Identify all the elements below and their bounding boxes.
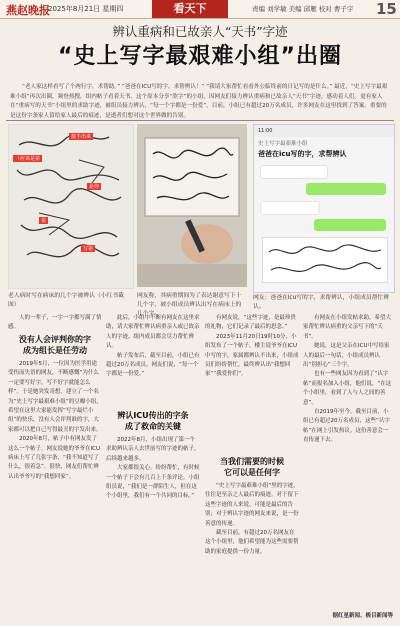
handwriting-photo-1 [8,124,134,289]
source-credit: 据红星新闻、极目新闻等 [332,613,393,619]
annotation-label: 是你 [89,184,100,190]
chat-bubble [260,165,328,179]
paragraph: 2019年5月，一位因为医学用途受伤而失语的网友，不断感慨“为什么一定要写好字，写不好字就能怎么样”。于是她突发奇想，建立了一个名为“史上写字最艰难小组”的豆瓣小组，希望在这里大家能发挥“写字最烂小组”的快乐，没有人会评判谁的字，大家都可以把自己写得最丑的字发出来。 [8,361,102,433]
column-4 [303,314,393,446]
paragraph: 大家都很关心，纷纷帮忙，有时候一个帖子下会有几百上千条评论。小组组员说，“我们是一群陌生人，但在这个小组里，我们有一个共同的目标。” [106,465,200,500]
issue-date: 2025年8月21日 星期四 [48,5,124,13]
column-2 [106,314,200,380]
article-lead: “老人家这样看写了个两行字，求帮助。” “爸爸在ICU写的字，求帮辨认！” “我请大家帮忙看看外公临终前的日记写的是什么。” 最近，“史上写字最艰难小组”再次出圈，频登热搜，组内帖子看着天书，这个原本分享“欣字”的小组，因网友们接力辨认重病和已故亲人“天书”字迹，感动着人们。更有家人在“重病写的天书”小组里的求助字迹，被组员接力辨认，“每一个字都是一份爱”。目前，小组已有超过20万名成员，许多网友在这里找到了答案。重要的是这份字条家人留给家人最后的痕迹，是逝者们想对这个世界做的告别。 [10,84,388,119]
annotation-label: 说 [41,218,47,224]
scribble-thumb [263,238,387,282]
column-2-body [106,436,200,502]
editor-credits: 责编 刘学敏 美编 邱雁 校对 曹子宇 [252,5,354,13]
photo-2-caption: 网友称，其病重期间为了表达谢意写下十几个字，被小组成员辨认出写在病床上的几个字。 [137,293,242,317]
chat-bubble [314,219,386,231]
divider [6,120,394,121]
handwriting-image-thumb [262,237,388,283]
paragraph: 2023年11月20日19时10分，小组发布了一个帖子，楼主说爷爷在ICU中写的字，家属都辨认不出来，小组成员们纷纷帮忙，最终辨认出“我想回家”“我爱你们”。 [205,333,299,378]
status-time: 11:00 [258,128,273,134]
paragraph: 她说，这是父亲在ICU中写给家人的最后一句话，小组成员辨认出“别担心”三个字。 [303,343,390,369]
paragraph: 也有一些网友因为看到了“认字帖”而报名加入小组，他们说，“在这个小组里，看到了人与人之间的善意”。 [303,371,392,406]
column-1 [8,314,102,333]
phone-status-bar [254,125,395,137]
page-number: 15 [376,0,397,18]
group-name: 史上写字最艰难小组 [258,141,308,147]
annotation-label: （应该是第 [15,156,41,162]
paragraph: 有网友说，“这些字迹，是最珍贵的礼物，它们记录了最后的思念。” [205,315,296,331]
paragraph: 2020年8月，帖子中有网友发了这么一个帖子，网友说她的爷爷在ICU病床上写了几张字条，“我不知道写了什么，很着急”。很快，网友们帮忙辨认出爷爷写的“我想回家”。 [8,436,100,480]
chat-bubble [260,201,320,215]
scribble-drawing [9,125,133,288]
newspaper-logo: 燕赵晚报 [6,4,50,17]
chat-screenshot [253,124,395,293]
page-header [0,0,400,19]
paragraph: 帖子发布后，截至目前，小组已有超过20万名成员。网友们说，“每一个字都是一份爱。” [106,352,200,378]
annotation-label: 接手出来 [71,134,92,140]
article-subtitle: 辨认重病和已故亲人“天书”字迹 [112,24,288,39]
paragraph: 2022年8月，小组出现了第一个求助辨认亲人去世前写的字迹的帖子，后续越来越多。 [106,437,200,462]
section-banner: 看天下 [152,0,228,18]
photo-1-caption: 老人病时写在病床的几个字被辨认（小红书截图） [8,293,124,308]
paragraph: 自2019年至今，截至目前，小组已有超过20万名成员，这些“认字帖”在网上引发热议。这份善意会一直传递下去。 [303,409,390,444]
photo-3-caption: 网友：爸爸在icu写的字，求帮辨认，小组成员帮忙辨认。 [253,295,390,310]
section-heading: 当我们需要的时候 它可以是任何字 [220,457,284,477]
annotation-label: 写第 [83,246,94,252]
section-heading: 没有人会评判你的字 成为组长是任劳动 [19,335,91,355]
column-3-body [205,482,299,557]
paragraph: 截至目前，有超过20万名网友在这个小组里，他们希望能为这些需要帮助的家庭提供一份力量。 [205,530,299,555]
paragraph: 此后，小组中不断有网友在这里求助，请大家帮忙辨认病重亲人或已故亲人的字迹。组内成员都会尽力帮忙辨认。 [106,315,200,350]
hand-writing-illustration [137,124,247,287]
paragraph: “史上写字最艰难小组”里的字迹，往往是至亲之人最后的痕迹。对于留下这些字迹的人来说，可能是最后的告别；对于辨认字迹的网友来说，是一份善意的传递。 [205,483,299,527]
post-title: 爸爸在icu写的字，求帮辨认 [258,150,347,158]
column-3 [205,314,299,380]
column-1-body [8,360,102,482]
section-heading: 辨认ICU传出的字条 成了救命的关键 [117,411,189,431]
paragraph: 人的一辈子，一字一字都写满了情感。 [8,315,102,331]
article-title: “史上写字最艰难小组”出圈 [58,44,342,69]
paragraph: 有网友在小组发帖求助，希望大家帮忙辨认病重的父亲写下的“天书”。 [303,315,392,340]
chat-bubble [306,183,386,195]
handwriting-photo-2 [137,124,247,287]
